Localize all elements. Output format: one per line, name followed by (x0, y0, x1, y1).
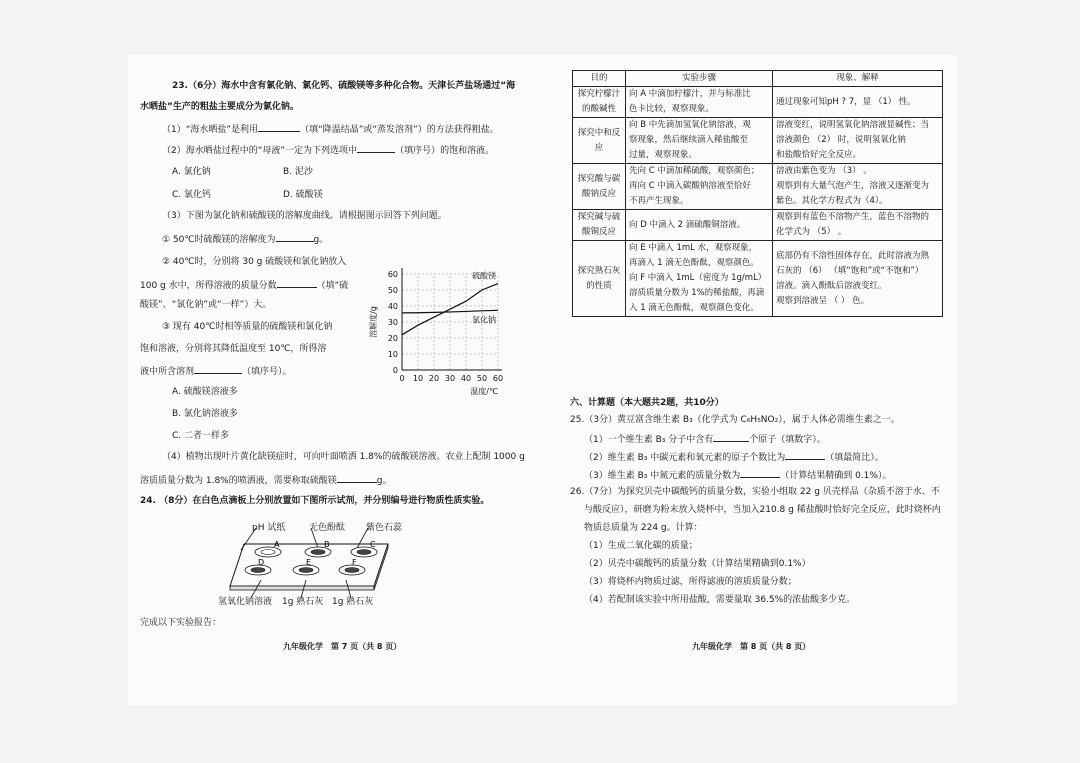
row-observation: 溶液由紫色变为 （3） 。 观察到有大量气泡产生，溶液又逐渐变为 紫色。其化学方程式为（4）。 (773, 164, 943, 210)
q26-line-2: 与酸反应），研磨为粉末放入烧杯中，当加入210.8 g 稀盐酸时恰好完全反应，此时烧杯内 (584, 505, 941, 515)
well-letter: A (274, 540, 280, 549)
y-tick-label: 50 (387, 286, 398, 295)
q23-4b: 溶质质量分数为 1.8%的喷洒液，需要称取硫酸镁 g。 (140, 473, 391, 487)
label-ph-paper: pH 试纸 (252, 523, 286, 533)
experiment-report-table (572, 70, 943, 317)
series-line-sodium-chloride (402, 310, 498, 313)
well-contents (345, 568, 359, 573)
row-observation: 通过现象可知pH ? 7，显 （1） 性。 (773, 87, 943, 118)
header-observation: 现象、解释 (773, 71, 943, 87)
q23-3-3-option-a: A. 硫酸镁溶液多 (172, 387, 238, 397)
q23-heading: 23.（6分）海水中含有氯化钠、氯化钙、硫酸镁等多种化合物。天津长芦盐场通过“海 (172, 81, 516, 91)
row-steps: 先向 C 中滴加稀硫酸，观察颜色； 再向 C 中滴入碳酸钠溶液至恰好 不再产生现象。 (626, 164, 773, 210)
q23-3-2a: ② 40℃时，分别将 30 g 硫酸镁和氯化钠放入 (162, 257, 347, 267)
well-letter: C (370, 540, 376, 549)
q23-heading-2: 水晒盐”生产的粗盐主要成分为氯化钠。 (140, 102, 299, 112)
y-tick-label: 60 (387, 270, 398, 279)
q23-option-c: C. 氯化钙 (172, 190, 212, 200)
x-tick-label: 60 (492, 374, 504, 383)
well-letter: D (258, 558, 265, 567)
x-tick-label: 0 (399, 374, 405, 383)
q23-option-b: B. 泥沙 (283, 167, 313, 177)
series-line-magnesium-sulfate (402, 284, 498, 335)
header-purpose: 目的 (573, 71, 626, 87)
table-row (573, 118, 943, 164)
table-row (573, 164, 943, 210)
q23-option-d: D. 硫酸镁 (283, 190, 323, 200)
y-tick-label: 30 (387, 318, 398, 327)
y-tick-label: 40 (387, 302, 398, 311)
label-phenolphthalein: 无色酚酞 (309, 523, 346, 533)
q23-option-a: A. 氯化钠 (172, 167, 211, 177)
row-observation: 观察到有蓝色不溶物产生，蓝色不溶物的 化学式为 （5） 。 (773, 210, 943, 241)
y-axis-label: 溶解度/g (369, 306, 378, 338)
row-purpose: 探究中和反应 (573, 118, 626, 164)
q26-1: （1）生成二氧化碳的质量； (584, 541, 698, 551)
solubility-chart (368, 264, 508, 399)
q23-2: （2）海水晒盐过程中的“母液”一定为下列选项中 （填序号）的饱和溶液。 (162, 143, 494, 157)
label-litmus: 紫色石蕊 (366, 523, 403, 533)
well-letter: F (352, 558, 357, 567)
q23-3-3a: ③ 现有 40℃时相等质量的硫酸镁和氯化钠 (162, 322, 333, 332)
y-tick-label: 20 (387, 334, 398, 343)
well-letter: E (306, 558, 312, 567)
row-steps: 向 E 中滴入 1mL 水，观察现象， 再滴入 1 滴无色酚酞，观察颜色。 向 F 中滴入 1mL（密度为 1g/mL） 溶质质量分数为 1%的稀盐酸，再滴 入 1 滴无色酚酞，观察颜色变化。 (626, 241, 773, 317)
q25-heading: 25.（3分）黄豆富含维生素 B₃（化学式为 C₆H₅NO₂），属于人体必需维生素之一。 (570, 415, 900, 425)
q25-3: （3）维生素 B₃ 中氮元素的质量分数为 （计算结果精确到 0.1%）。 (584, 468, 891, 482)
label-lime-2: 1g 熟石灰 (332, 597, 374, 607)
footer-page-7: 九年级化学 第 7 页（共 8 页） (283, 642, 402, 651)
q23-4a: （4）植物出现叶片黄化缺镁症时，可向叶面喷洒 1.8%的硫酸镁溶液。农业上配制 1000 g (162, 452, 525, 462)
y-tick-label: 10 (387, 350, 398, 359)
q26-line-1: 26.（7分）为探究贝壳中碳酸钙的质量分数，实验小组取 22 g 贝壳样品（杂质不溶于水、不 (570, 487, 940, 497)
row-observation: 溶液变红，说明氢氧化钠溶液显碱性；当 溶液颜色 （2） 时，说明氢氧化钠 和盐酸恰好完全反应。 (773, 118, 943, 164)
q23-3: （3）下图为氯化钠和硫酸镁的溶解度曲线。请根据图示回答下列问题。 (162, 211, 447, 221)
row-observation: 底部仍有不溶性固体存在，此时溶液为熟 石灰的 （6） （填“饱和”或“不饱和”） 溶液。滴入酚酞后溶液变红。 观察到溶液呈 （ ） 色。 (773, 241, 943, 317)
q23-3-2d: 酸镁”、“氯化钠”或“一样”）大。 (140, 300, 272, 310)
well-contents (251, 568, 265, 573)
well-contents (299, 568, 313, 573)
q24-heading: 24. （8分）在白色点滴板上分别放置如下图所示试剂，并分别编号进行物质性质实验。 (140, 496, 490, 506)
q26-4: （4）若配制该实验中所用盐酸，需要量取 36.5%的浓盐酸多少克。 (584, 595, 856, 605)
well-contents (261, 550, 275, 555)
table-row (573, 87, 943, 118)
row-steps: 向 A 中滴加柠檬汁，并与标准比 色卡比较，观察现象。 (626, 87, 773, 118)
q26-2: （2）贝壳中碳酸钙的质量分数（计算结果精确到0.1%） (584, 559, 811, 569)
x-tick-label: 30 (444, 374, 456, 383)
report-prompt: 完成以下实验报告： (140, 618, 222, 628)
series-label: 硫酸镁 (472, 271, 496, 281)
well-contents (311, 550, 325, 555)
label-lime-1: 1g 熟石灰 (282, 597, 324, 607)
series-label: 氯化钠 (472, 315, 496, 325)
q23-3-3-option-c: C. 二者一样多 (172, 431, 230, 441)
x-tick-label: 50 (476, 374, 488, 383)
q23-3-3-option-b: B. 氯化钠溶液多 (172, 409, 238, 419)
row-steps: 向 B 中先滴加氢氧化钠溶液，观 察现象，然后继续滴入稀盐酸至 过量，观察现象。 (626, 118, 773, 164)
row-purpose: 探究酸与碳酸钠反应 (573, 164, 626, 210)
row-steps: 向 D 中滴入 2 滴硫酸铜溶液。 (626, 210, 773, 241)
well-letter: B (324, 540, 330, 549)
y-tick-label: 0 (392, 366, 398, 375)
header-steps: 实验步骤 (626, 71, 773, 87)
row-purpose: 探究熟石灰的性质 (573, 241, 626, 317)
row-purpose: 探究柠檬汁的酸碱性 (573, 87, 626, 118)
table-row (573, 210, 943, 241)
q23-3-2b: 100 g 水中，所得溶液的质量分数 （填“硫 (140, 278, 348, 292)
table-row (573, 241, 943, 317)
footer-page-8: 九年级化学 第 8 页（共 8 页） (692, 642, 811, 651)
q25-1: （1）一个维生素 B₃ 分子中含有 个原子（填数字）。 (584, 432, 826, 446)
q26-3: （3）将烧杯内物质过滤，所得滤液的溶质质量分数； (584, 577, 797, 587)
q23-3-1: ① 50℃时硫酸镁的溶解度为 g。 (162, 232, 328, 246)
x-tick-label: 10 (412, 374, 424, 383)
x-axis-label: 温度/℃ (470, 387, 498, 396)
section-6-heading: 六、计算题（本大题共2题，共10分） (570, 398, 724, 408)
x-tick-label: 40 (460, 374, 472, 383)
q23-3-3c: 液中所含溶剂 （填序号）。 (140, 364, 292, 378)
q23-3-3b: 饱和溶液，分别将其降低温度至 10℃，所得溶 (140, 344, 327, 354)
row-purpose: 探究碱与硫酸铜反应 (573, 210, 626, 241)
q25-2: （2）维生素 B₃ 中碳元素和氧元素的原子个数比为 （填最简比）。 (584, 450, 884, 464)
x-tick-label: 20 (428, 374, 440, 383)
label-naoh: 氢氧化钠溶液 (218, 597, 273, 607)
q26-line-3: 物质总质量为 224 g。计算： (584, 523, 703, 533)
q23-1: （1）“海水晒盐”是利用 （填“降温结晶”或“蒸发溶剂”）的方法获得粗盐。 (162, 122, 499, 136)
well-contents (357, 550, 371, 555)
